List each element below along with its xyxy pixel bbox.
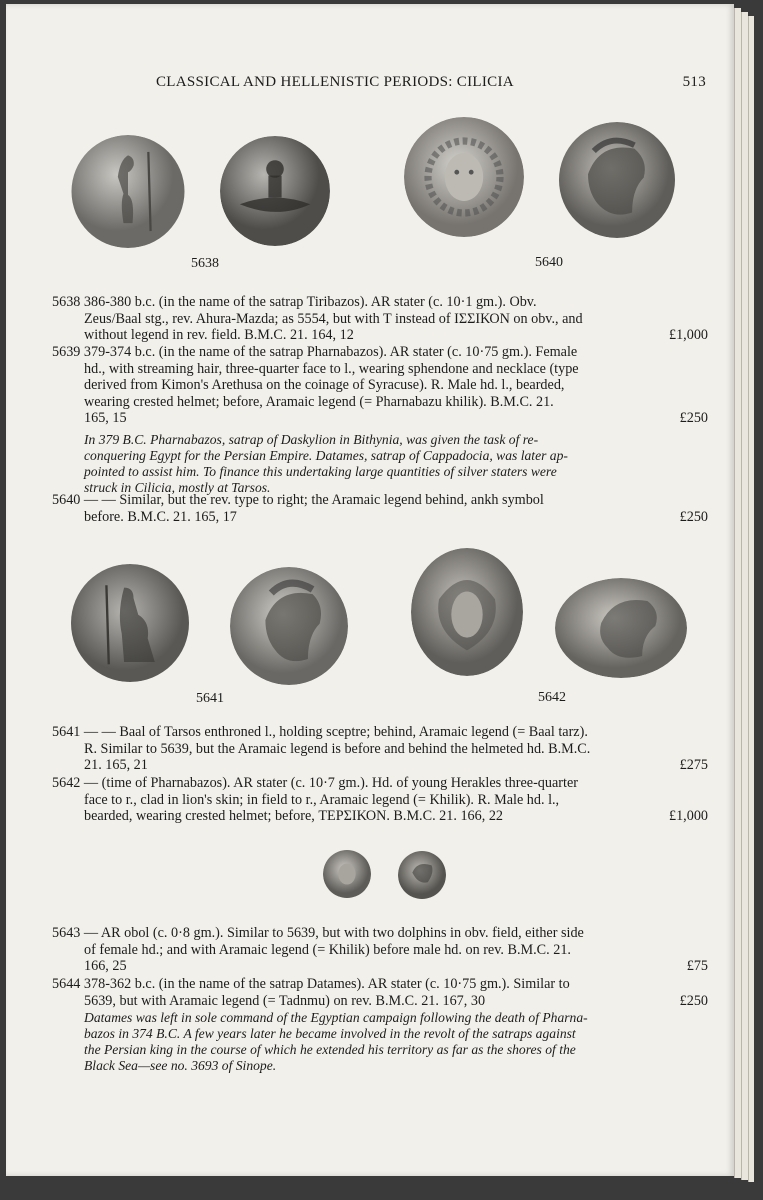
price-5641: £275 bbox=[679, 757, 708, 774]
entry-line-text: 165, 15 bbox=[84, 410, 127, 427]
page-number: 513 bbox=[682, 74, 706, 90]
coin-5640-obverse-image bbox=[404, 117, 524, 237]
note-line: conquering Egypt for the Persian Empire. Datames, satrap of Cappadocia, was later ap- bbox=[84, 448, 568, 463]
coin-5641-reverse-image bbox=[230, 567, 348, 685]
note-line: pointed to assist him. To finance this undertaking large quantities of silver staters were bbox=[84, 464, 557, 479]
catalogue-entry-5638 bbox=[52, 294, 708, 344]
entry-line bbox=[52, 410, 708, 427]
page-edge bbox=[734, 8, 741, 1178]
catalogue-entry-5643 bbox=[52, 925, 708, 975]
entry-line bbox=[52, 993, 708, 1010]
entry-line: wearing crested helmet; before, Aramaic legend (= Pharnabazu khilik). B.M.C. 21. bbox=[84, 393, 554, 410]
coin-5643-obverse-image bbox=[323, 849, 371, 899]
plate-label-5641: 5641 bbox=[196, 691, 224, 706]
entry-line: 5638 386-380 b.c. (in the name of the satrap Tiribazos). AR stater (c. 10·1 gm.). Obv. bbox=[52, 294, 537, 310]
entry-line bbox=[52, 808, 708, 825]
coin-5640-reverse-image bbox=[558, 122, 676, 238]
entry-line: 5644 378-362 b.c. (in the name of the satrap Datames). AR stater (c. 10·75 gm.). Similar to bbox=[52, 976, 570, 992]
note-line: In 379 B.C. Pharnabazos, satrap of Daskylion in Bithynia, was given the task of re- bbox=[84, 432, 539, 447]
coin-5638-obverse-image bbox=[70, 135, 186, 248]
entry-line: face to r., clad in lion's skin; in field to r., Aramaic legend (= Khilik). R. Male hd. l., bbox=[84, 791, 560, 808]
note-line: Black Sea—see no. 3693 of Sinope. bbox=[84, 1058, 277, 1073]
price-5643: £75 bbox=[686, 958, 708, 975]
price-5638: £1,000 bbox=[668, 327, 708, 344]
price-5640: £250 bbox=[679, 508, 708, 525]
catalogue-entry-5640 bbox=[52, 492, 708, 525]
catalogue-entry-5639 bbox=[52, 344, 708, 427]
plate-label-5638: 5638 bbox=[191, 256, 219, 271]
coin-5642-reverse-image bbox=[555, 578, 687, 678]
entry-line bbox=[52, 509, 708, 526]
entry-line-text: without legend in rev. field. B.M.C. 21. 164, 12 bbox=[84, 327, 354, 344]
coin-5643-reverse-image bbox=[398, 849, 446, 901]
entry-line-text: before. B.M.C. 21. 165, 17 bbox=[84, 508, 237, 525]
running-header bbox=[156, 74, 706, 94]
catalogue-entry-5641 bbox=[52, 724, 708, 774]
page-edge bbox=[741, 12, 748, 1180]
catalogue-entry-5642 bbox=[52, 775, 708, 825]
price-5644: £250 bbox=[679, 992, 708, 1009]
note-line: struck in Cilicia, mostly at Tarsos. bbox=[84, 480, 271, 495]
entry-line: 5639 379-374 b.c. (in the name of the satrap Pharnabazos). AR stater (c. 10·75 gm.). Female bbox=[52, 344, 578, 360]
plate-label-5640: 5640 bbox=[535, 255, 563, 270]
entry-line: 5641 — — Baal of Tarsos enthroned l., holding sceptre; behind, Aramaic legend (= Baal tarz). bbox=[52, 724, 588, 740]
plate-label-5642: 5642 bbox=[538, 690, 566, 705]
entry-line: of female hd.; and with Aramaic legend (= Khilik) before male hd. on rev. B.M.C. 21. bbox=[84, 941, 571, 958]
entry-line: derived from Kimon's Arethusa on the coinage of Syracuse). R. Male hd. l., bearded, bbox=[84, 377, 565, 394]
page-title: CLASSICAL AND HELLENISTIC PERIODS: CILICIA bbox=[156, 74, 514, 90]
price-5642: £1,000 bbox=[668, 808, 708, 825]
entry-line: 5643 — AR obol (c. 0·8 gm.). Similar to 5639, but with two dolphins in obv. field, either side bbox=[52, 925, 584, 941]
entry-line bbox=[52, 327, 708, 344]
book-page bbox=[6, 4, 734, 1176]
entry-line bbox=[52, 757, 708, 774]
catalogue-entry-5644 bbox=[52, 976, 708, 1009]
coin-5641-obverse-image bbox=[66, 564, 194, 682]
historical-note-5644 bbox=[84, 1010, 708, 1074]
coin-5638-reverse-image bbox=[220, 136, 330, 246]
entry-line-text: 166, 25 bbox=[84, 958, 127, 975]
entry-line-text: 21. 165, 21 bbox=[84, 757, 148, 774]
entry-line: R. Similar to 5639, but the Aramaic legend is before and behind the helmeted hd. B.M.C. bbox=[84, 740, 591, 757]
note-line: Datames was left in sole command of the Egyptian campaign following the death of Pharna- bbox=[84, 1010, 588, 1025]
entry-line: Zeus/Baal stg., rev. Ahura-Mazda; as 5554, but with T instead of ΙΣΣΙΚΟΝ on obv., and bbox=[84, 310, 583, 327]
note-line: bazos in 374 B.C. A few years later he became involved in the revolt of the satraps against bbox=[84, 1026, 576, 1041]
entry-line bbox=[52, 958, 708, 975]
coin-5642-obverse-image bbox=[411, 548, 523, 676]
entry-line: 5640 — — Similar, but the rev. type to right; the Aramaic legend behind, ankh symbol bbox=[52, 492, 544, 508]
page-edge bbox=[748, 16, 754, 1182]
entry-line-text: bearded, wearing crested helmet; before, ΤΕΡΣΙΚΟΝ. B.M.C. 21. 166, 22 bbox=[84, 808, 504, 825]
entry-line-text: 5639, but with Aramaic legend (= Tadnmu) on rev. B.M.C. 21. 167, 30 bbox=[84, 992, 486, 1009]
note-line: the Persian king in the course of which he extended his territory as far as the shores of the bbox=[84, 1042, 576, 1057]
entry-line: hd., with streaming hair, three-quarter face to l., wearing sphendone and necklace (type bbox=[84, 360, 579, 377]
entry-line: 5642 — (time of Pharnabazos). AR stater (c. 10·7 gm.). Hd. of young Herakles three-quarter bbox=[52, 775, 578, 791]
price-5639: £250 bbox=[679, 410, 708, 427]
historical-note-5639 bbox=[84, 432, 708, 496]
